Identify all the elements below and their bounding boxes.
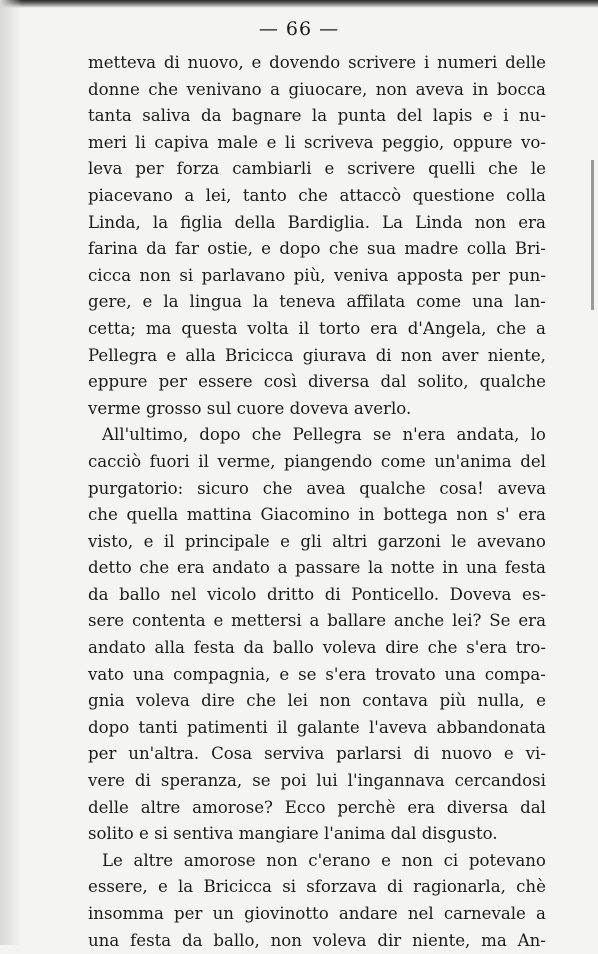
text-line: solito e si sentiva mangiare l'anima dal disgusto.: [88, 824, 498, 844]
text-line: una festa da ballo, non voleva dir niente, ma An-: [88, 930, 546, 950]
text-line: cicca non si parlavano più, veniva apposta per pun-: [88, 265, 546, 285]
text-line: da ballo nel vicolo dritto di Ponticello. Doveva es-: [88, 584, 546, 604]
text-line: metteva di nuovo, e dovendo scrivere i numeri delle: [88, 53, 546, 72]
text-line: donne che venivano a giuocare, non aveva in bocca: [88, 79, 546, 99]
text-line: visto, e il principale e gli altri garzoni le avevano: [88, 531, 546, 551]
text-line: sere contenta e mettersi a ballare anche lei? Se era: [88, 611, 546, 631]
text-line: dopo tanti patimenti il galante l'aveva abbandonata: [88, 717, 546, 737]
text-line: verme grosso sul cuore doveva averlo.: [88, 398, 412, 418]
text-line: essere, e la Bricicca si sforzava di ragionarla, chè: [88, 877, 546, 897]
body-text: [88, 50, 546, 954]
text-line: eppure per essere così diversa dal solito, qualche: [88, 372, 546, 392]
text-line: gere, e la lingua la teneva affilata come una lan-: [88, 292, 546, 312]
text-line: meri li capiva male e li scriveva peggio, oppure vo-: [88, 132, 546, 152]
text-line: per un'altra. Cosa serviva parlarsi di nuovo e vi-: [88, 744, 546, 764]
text-line: Le altre amorose non c'erano e non ci potevano: [102, 850, 546, 870]
text-line: Pellegra e alla Bricicca giurava di non aver niente,: [88, 345, 546, 365]
text-line: cacciò fuori il verme, piangendo come un'anima del: [88, 451, 546, 471]
scan-mark-right: [591, 160, 594, 310]
text-line: purgatorio: sicuro che avea qualche cosa! aveva: [88, 478, 546, 498]
text-line: All'ultimo, dopo che Pellegra se n'era andata, lo: [102, 425, 546, 445]
text-line: farina da far ostie, e dopo che sua madre colla Bri-: [88, 239, 546, 259]
text-line: andato alla festa da ballo voleva dire che s'era tro-: [88, 638, 546, 658]
text-line: insomma per un giovinotto andare nel carnevale a: [88, 904, 546, 923]
text-line: vere di speranza, se poi lui l'ingannava cercandosi: [88, 771, 546, 791]
text-line: cetta; ma questa volta il torto era d'Angela, che a: [88, 318, 546, 338]
text-line: detto che era andato a passare la notte in una festa: [88, 558, 546, 578]
text-line: vato una compagnia, e se s'era trovato una compa-: [88, 664, 546, 684]
page-number: — 66 —: [258, 18, 340, 40]
text-line: che quella mattina Giacomino in bottega non s' era: [88, 505, 546, 525]
text-line: Linda, la figlia della Bardiglia. La Linda non era: [88, 212, 546, 232]
text-line: tanta saliva da bagnare la punta del lapis e i nu-: [88, 106, 546, 126]
text-line: piacevano a lei, tanto che attaccò questione colla: [88, 185, 546, 205]
scan-shadow-left: [0, 0, 22, 945]
text-line: delle altre amorose? Ecco perchè era diversa dal: [88, 797, 546, 817]
text-line: leva per forza cambiarli e scrivere quelli che le: [88, 159, 546, 179]
text-line: gnia voleva dire che lei non contava più nulla, e: [88, 691, 546, 711]
scan-shadow-top: [0, 0, 598, 8]
